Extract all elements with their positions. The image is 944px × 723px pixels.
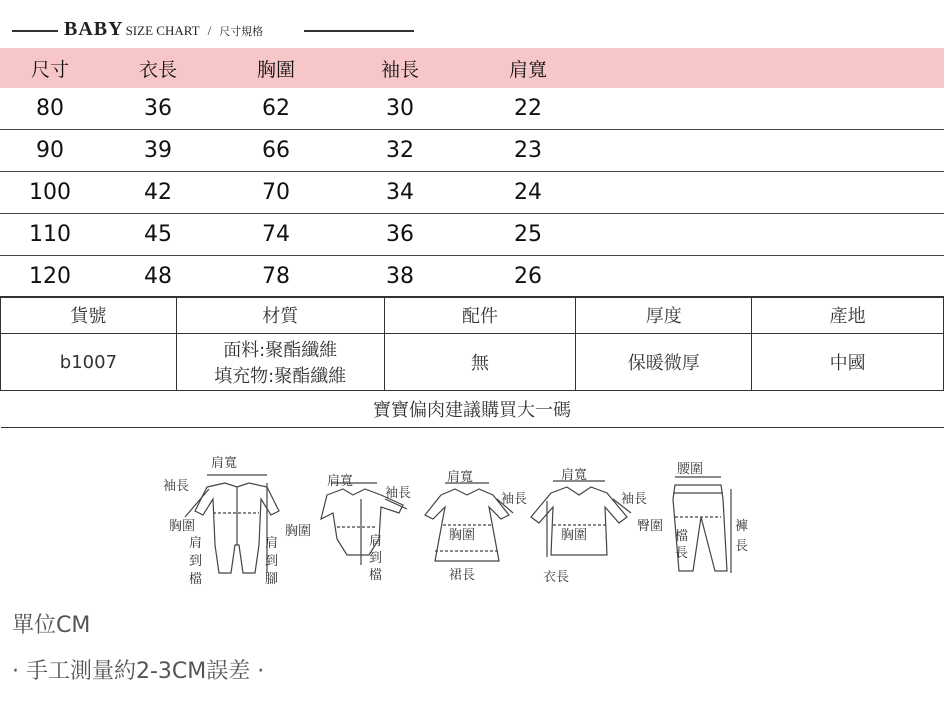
measurement-diagram-svg [155,455,765,595]
info-header-material: 材質 [176,297,384,334]
diagram-romper-shoulder-label: 肩寬 [211,456,238,471]
cell-size: 110 [29,222,71,247]
measurement-error-note: · 手工測量約2-3CM誤差 · [12,659,265,684]
cell-size: 100 [29,180,71,205]
unit-label: 單位CM [12,613,91,638]
info-material-fabric: 面料:聚酯纖維 [223,340,338,361]
cell-size: 120 [29,264,71,289]
info-origin: 中國 [752,334,944,391]
diagram-pants-hip-label: 臀圍 [637,519,664,534]
title-text [64,18,263,41]
info-header-thickness: 厚度 [576,297,752,334]
table-row [0,214,944,256]
diagram-pants-rise-label-2: 長 [675,546,689,561]
header-length: 衣長 [138,58,177,81]
cell-sleeve: 34 [386,180,414,205]
cell-sleeve: 32 [386,138,414,163]
cell-sleeve: 30 [386,96,414,121]
measurement-diagram [155,455,765,595]
table-row [0,256,944,298]
size-chart-title [0,18,944,44]
table-row [0,88,944,130]
info-accessory: 無 [384,334,576,391]
cell-length: 36 [144,96,172,121]
diagram-dress-chest-label: 胸圍 [449,528,476,543]
info-value-row [1,334,944,391]
diagram-romper-crotch-label-3: 檔 [189,572,203,587]
top-outline [531,487,627,555]
diagram-bodysuit-crotch-label-3: 檔 [369,568,383,583]
cell-shoulder: 24 [514,180,542,205]
diagram-top-length-label: 衣長 [543,570,570,585]
cell-length: 39 [144,138,172,163]
title-line-left [12,30,58,32]
info-material [176,334,384,391]
cell-sleeve: 38 [386,264,414,289]
diagram-romper-foot-label-2: 到 [265,554,279,569]
diagram-romper-foot-label-1: 肩 [265,536,279,551]
diagram-romper-sleeve-label: 袖長 [163,479,190,494]
table-row [0,172,944,214]
title-slash: / [207,23,212,38]
cell-length: 48 [144,264,172,289]
info-header-accessory: 配件 [384,297,576,334]
table-row [0,130,944,172]
diagram-romper-foot-label-3: 腳 [265,572,279,587]
info-thickness: 保暖微厚 [576,334,752,391]
info-material-filling: 填充物:聚酯纖維 [214,366,347,387]
header-size: 尺寸 [30,58,69,81]
header-sleeve: 袖長 [380,58,419,81]
diagram-bodysuit-crotch-label-1: 肩 [369,534,383,549]
diagram-dress-sleeve-label: 袖長 [501,492,528,507]
cell-shoulder: 25 [514,222,542,247]
header-shoulder: 肩寬 [508,58,547,81]
diagram-top-chest-label: 胸圍 [561,528,588,543]
diagram-romper-crotch-label-2: 到 [189,554,203,569]
cell-chest: 78 [262,264,290,289]
cell-sleeve: 36 [386,222,414,247]
diagram-dress-length-label: 裙長 [449,568,476,583]
diagram-bodysuit-sleeve-label: 袖長 [385,486,412,501]
header-chest: 胸圍 [256,58,295,81]
info-header-row [1,297,944,334]
cell-chest: 62 [262,96,290,121]
diagram-pants-length-label-2: 長 [735,539,749,554]
size-advice-note: 寶寶偏肉建議購買大一碼 [1,391,944,428]
cell-chest: 66 [262,138,290,163]
info-header-origin: 產地 [752,297,944,334]
diagram-top-shoulder-label: 肩寬 [561,468,588,483]
info-header-item-no: 貨號 [1,297,177,334]
size-table [0,48,944,298]
cell-size: 90 [36,138,64,163]
diagram-bodysuit-shoulder-label: 肩寬 [327,474,354,489]
diagram-romper-chest-label: 胸圍 [169,519,196,534]
diagram-pants-waist-label: 腰圍 [677,462,704,477]
cell-shoulder: 22 [514,96,542,121]
cell-length: 45 [144,222,172,247]
cell-shoulder: 26 [514,264,542,289]
info-note-row [1,391,944,428]
cell-chest: 70 [262,180,290,205]
diagram-bodysuit-crotch-label-2: 到 [369,551,383,566]
title-subtitle: SIZE CHART [125,23,200,38]
title-brand: BABY [64,18,124,40]
diagram-pants-length-label-1: 褲 [735,519,749,534]
cell-size: 80 [36,96,64,121]
cell-shoulder: 23 [514,138,542,163]
cell-chest: 74 [262,222,290,247]
dress-outline [425,489,509,561]
size-table-header [0,48,944,88]
diagram-top-sleeve-label: 袖長 [621,492,648,507]
diagram-bodysuit-chest-label: 胸圍 [285,524,312,539]
diagram-dress-shoulder-label: 肩寬 [447,470,474,485]
title-line-right [304,30,414,32]
cell-length: 42 [144,180,172,205]
product-info-table [0,296,944,428]
diagram-romper-crotch-label-1: 肩 [189,536,203,551]
info-item-no: b1007 [1,334,177,391]
diagram-pants-rise-label-1: 檔 [675,529,689,544]
title-cn: 尺寸規格 [219,26,264,38]
